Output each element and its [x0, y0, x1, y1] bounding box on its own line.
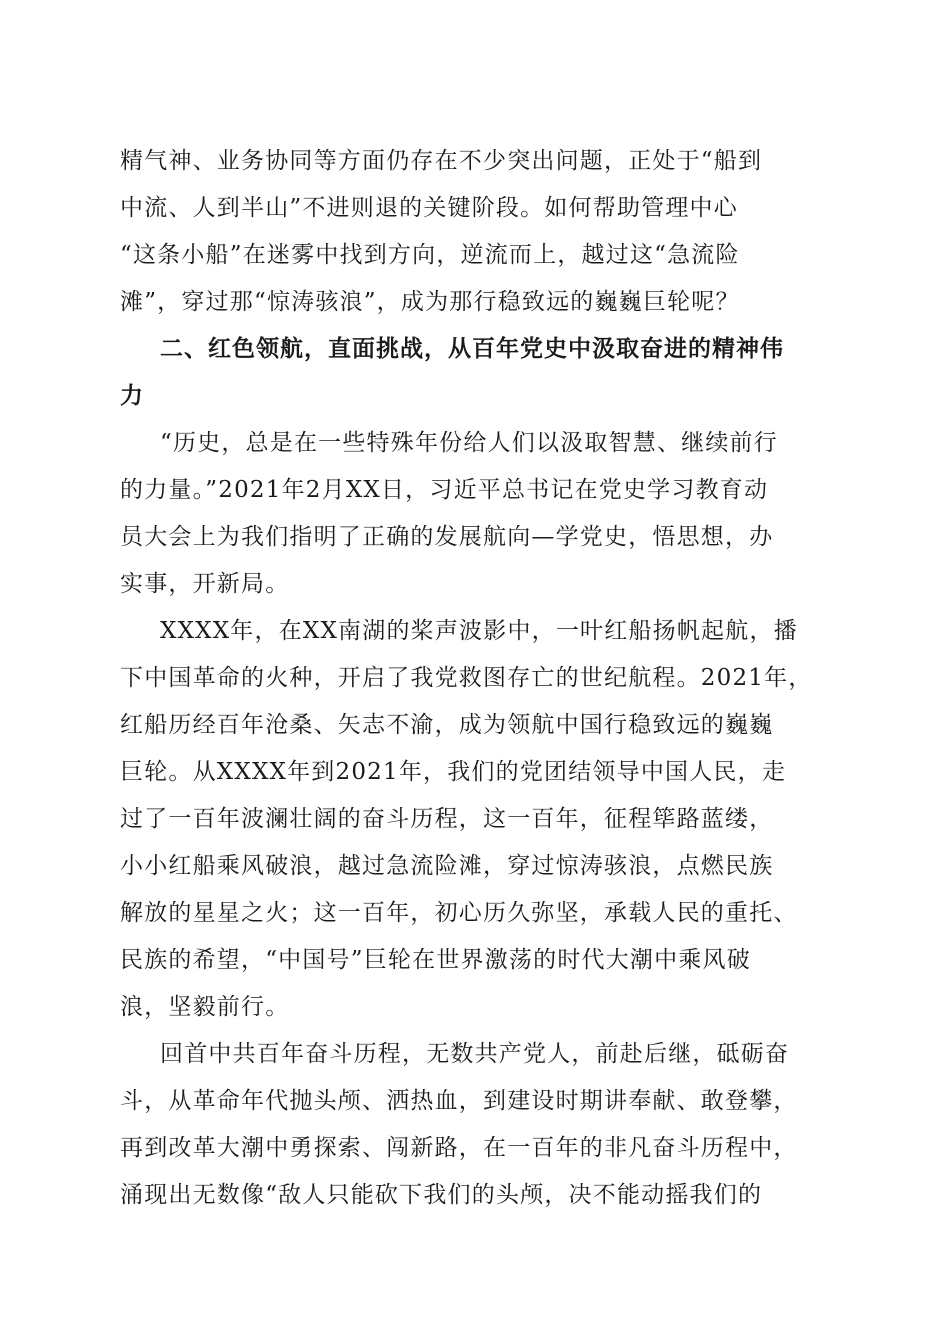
document-page: [120, 138, 830, 1219]
heading-line: 二、红色领航，直面挑战，从百年党史中汲取奋进的精神伟: [160, 336, 784, 362]
text-line: XXXX年，在XX南湖的桨声波影中，一叶红船扬帆起航，播: [160, 618, 798, 644]
text-line: 中流、人到半山”不进则退的关键阶段。如何帮助管理中心: [120, 195, 738, 221]
paragraph-red-boat: [120, 608, 830, 1031]
paragraph-looking-back: [120, 1031, 830, 1219]
section-heading: [120, 326, 830, 420]
text-line: 员大会上为我们指明了正确的发展航向—学党史，悟思想，办: [120, 524, 774, 550]
text-line: 的力量。”2021年2月XX日，习近平总书记在党史学习教育动: [120, 477, 769, 503]
heading-line: 力: [120, 383, 144, 409]
text-line: 精气神、业务协同等方面仍存在不少突出问题，正处于“船到: [120, 148, 763, 174]
text-line: 滩”，穿过那“惊涛骇浪”，成为那行稳致远的巍巍巨轮呢？: [120, 289, 740, 315]
text-line: 下中国革命的火种，开启了我党救图存亡的世纪航程。2021年，: [120, 665, 813, 691]
text-line: “这条小船”在迷雾中找到方向，逆流而上，越过这“急流险: [120, 242, 740, 268]
text-line: 回首中共百年奋斗历程，无数共产党人，前赴后继，砥砺奋: [160, 1041, 790, 1067]
text-line: 民族的希望，“中国号”巨轮在世界激荡的时代大潮中乘风破: [120, 947, 751, 973]
text-line: 涌现出无数像“敌人只能砍下我们的头颅，决不能动摇我们的: [120, 1182, 763, 1208]
text-line: 解放的星星之火；这一百年，初心历久弥坚，承载人民的重托、: [120, 900, 798, 926]
text-line: “历史，总是在一些特殊年份给人们以汲取智慧、继续前行: [160, 430, 778, 456]
paragraph-quote: [120, 420, 830, 608]
text-line: 再到改革大潮中勇探索、闯新路，在一百年的非凡奋斗历程中，: [120, 1135, 798, 1161]
text-line: 浪，坚毅前行。: [120, 994, 290, 1020]
text-line: 巨轮。从XXXX年到2021年，我们的党团结领导中国人民，走: [120, 759, 787, 785]
text-line: 红船历经百年沧桑、矢志不渝，成为领航中国行稳致远的巍巍: [120, 712, 774, 738]
text-line: 过了一百年波澜壮阔的奋斗历程，这一百年，征程筚路蓝缕，: [120, 806, 774, 832]
text-line: 小小红船乘风破浪，越过急流险滩，穿过惊涛骇浪，点燃民族: [120, 853, 774, 879]
text-line: 斗，从革命年代抛头颅、洒热血，到建设时期讲奉献、敢登攀，: [120, 1088, 798, 1114]
text-line: 实事，开新局。: [120, 571, 290, 597]
paragraph-continuation: [120, 138, 830, 326]
